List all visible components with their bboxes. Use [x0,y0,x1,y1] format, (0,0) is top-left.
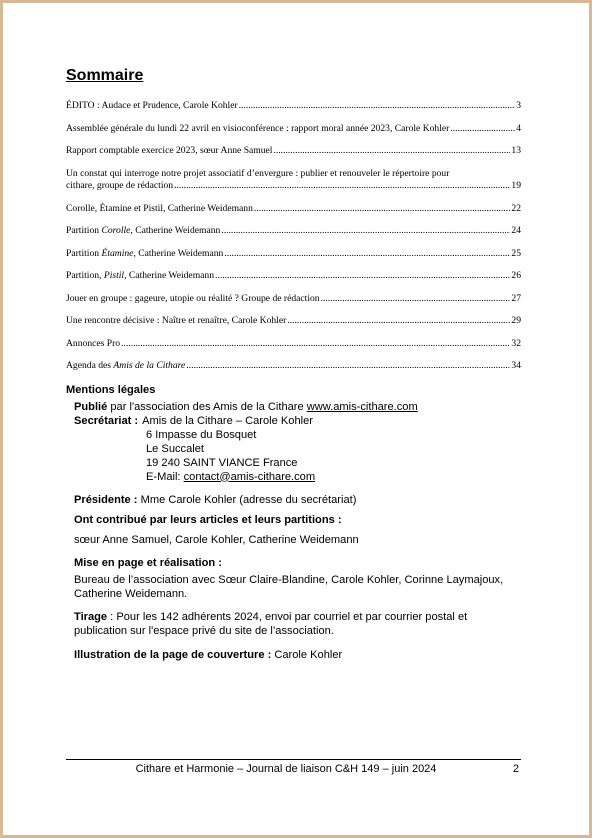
toc-entry[interactable] [66,123,521,136]
toc-entry-page: 4 [516,122,521,134]
website-link[interactable]: www.amis-cithare.com [306,400,418,413]
toc-entry[interactable] [66,360,521,373]
toc-entry[interactable] [66,145,521,158]
toc-entry-title: Agenda des Amis de la Cithare [66,360,186,371]
toc-leader-dots [174,180,510,193]
footer-journal-title: Cithare et Harmonie – Journal de liaison C&H 149 – juin 2024 [135,763,437,775]
page-footer [66,759,521,779]
layout-text: Bureau de l’association avec Sœur Claire-Blandine, Carole Kohler, Corinne Laymajoux, Catherine Weidemann. [74,573,504,600]
toc-entry-title: Partition, Pistil, Catherine Weidemann [66,270,215,281]
page-title: Sommaire [66,67,144,84]
toc-leader-dots [221,225,510,238]
toc-entry-title: Jouer en groupe : gageure, utopie ou réalité ? Groupe de rédaction [66,292,320,304]
toc-entry-title: ÉDITO : Audace et Prudence, Carole Kohler [66,100,238,111]
toc-entry-title: Assemblée générale du lundi 22 avril en visioconférence : rapport moral année 2023, Carole Kohler [66,122,450,134]
toc-entry-page: 26 [511,270,521,281]
address-line: 6 Impasse du Bosquet [146,428,257,441]
toc-entry-title-line1: Un constat qui interroge notre projet associatif d’envergure : publier et renouveler le répertoire pour [66,167,450,179]
toc-entry-page: 34 [511,360,521,371]
secretariat-block [66,414,521,428]
toc-entry[interactable] [66,248,521,261]
legal-heading: Mentions légales [66,383,156,396]
toc-entry[interactable] [66,293,521,306]
toc-entry[interactable] [66,315,521,328]
toc-leader-dots [321,293,511,306]
toc-entry-title: Partition Étamine, Catherine Weidemann [66,247,224,259]
toc-entry-page: 29 [511,315,521,326]
toc-leader-dots [224,248,510,261]
toc-entry[interactable] [66,225,521,238]
toc-entry[interactable] [66,270,521,283]
toc-leader-dots [239,100,516,113]
toc-entry-page: 22 [511,202,521,214]
toc-leader-dots [215,270,510,283]
address-line: Le Succalet [146,442,204,455]
president-line: Présidente : Mme Carole Kohler (adresse du secrétariat) [74,493,357,506]
toc-entry-page: 24 [511,225,521,236]
toc-entry[interactable] [66,203,521,216]
secretariat-name: Amis de la Cithare – Carole Kohler [142,414,313,427]
published-line: Publié par l'association des Amis de la Cithare www.amis-cithare.com [74,400,418,413]
document-page [66,66,521,662]
contributors-text: sœur Anne Samuel, Carole Kohler, Catherine Weidemann [74,533,359,546]
email-line: E-Mail: contact@amis-cithare.com [146,470,316,483]
email-link[interactable]: contact@amis-cithare.com [183,470,316,483]
toc-entry-page: 3 [516,100,521,111]
toc-entry[interactable] [66,338,521,351]
toc-entry[interactable] [66,168,521,193]
toc-entry-page: 32 [511,337,521,349]
table-of-contents [66,100,521,373]
toc-entry[interactable] [66,100,521,113]
legal-notices [66,383,521,662]
toc-leader-dots [287,315,510,328]
layout-heading: Mise en page et réalisation : [74,556,222,569]
toc-entry-title: Corolle, Étamine et Pistil, Catherine Weidemann [66,202,253,214]
toc-leader-dots [186,360,510,373]
toc-entry-page: 13 [511,145,521,156]
toc-entry-page: 27 [511,292,521,304]
cover-illustration-line: Illustration de la page de couverture : Carole Kohler [74,648,343,661]
toc-leader-dots [254,203,511,216]
toc-leader-dots [121,338,510,351]
footer-page-number: 2 [512,763,519,775]
toc-leader-dots [273,145,510,158]
toc-entry-title: Rapport comptable exercice 2023, sœur Anne Samuel [66,145,273,156]
print-run-text: Tirage : Pour les 142 adhérents 2024, envoi par courriel et par courrier postal et publication sur l'espace privé du site de l’association. [74,610,468,637]
toc-entry-title: cithare, groupe de rédaction [66,180,174,191]
toc-entry-page: 25 [511,247,521,259]
toc-entry-title: Une rencontre décisive : Naître et renaître, Carole Kohler [66,315,287,326]
secretariat-label: Secrétariat : [74,414,139,427]
toc-leader-dots [450,123,515,136]
toc-entry-page: 19 [511,180,521,191]
toc-entry-title: Annonces Pro [66,337,121,349]
contributors-heading: Ont contribué par leurs articles et leurs partitions : [74,513,342,526]
address-line: 19 240 SAINT VIANCE France [146,456,298,469]
toc-entry-title: Partition Corolle, Catherine Weidemann [66,225,221,236]
